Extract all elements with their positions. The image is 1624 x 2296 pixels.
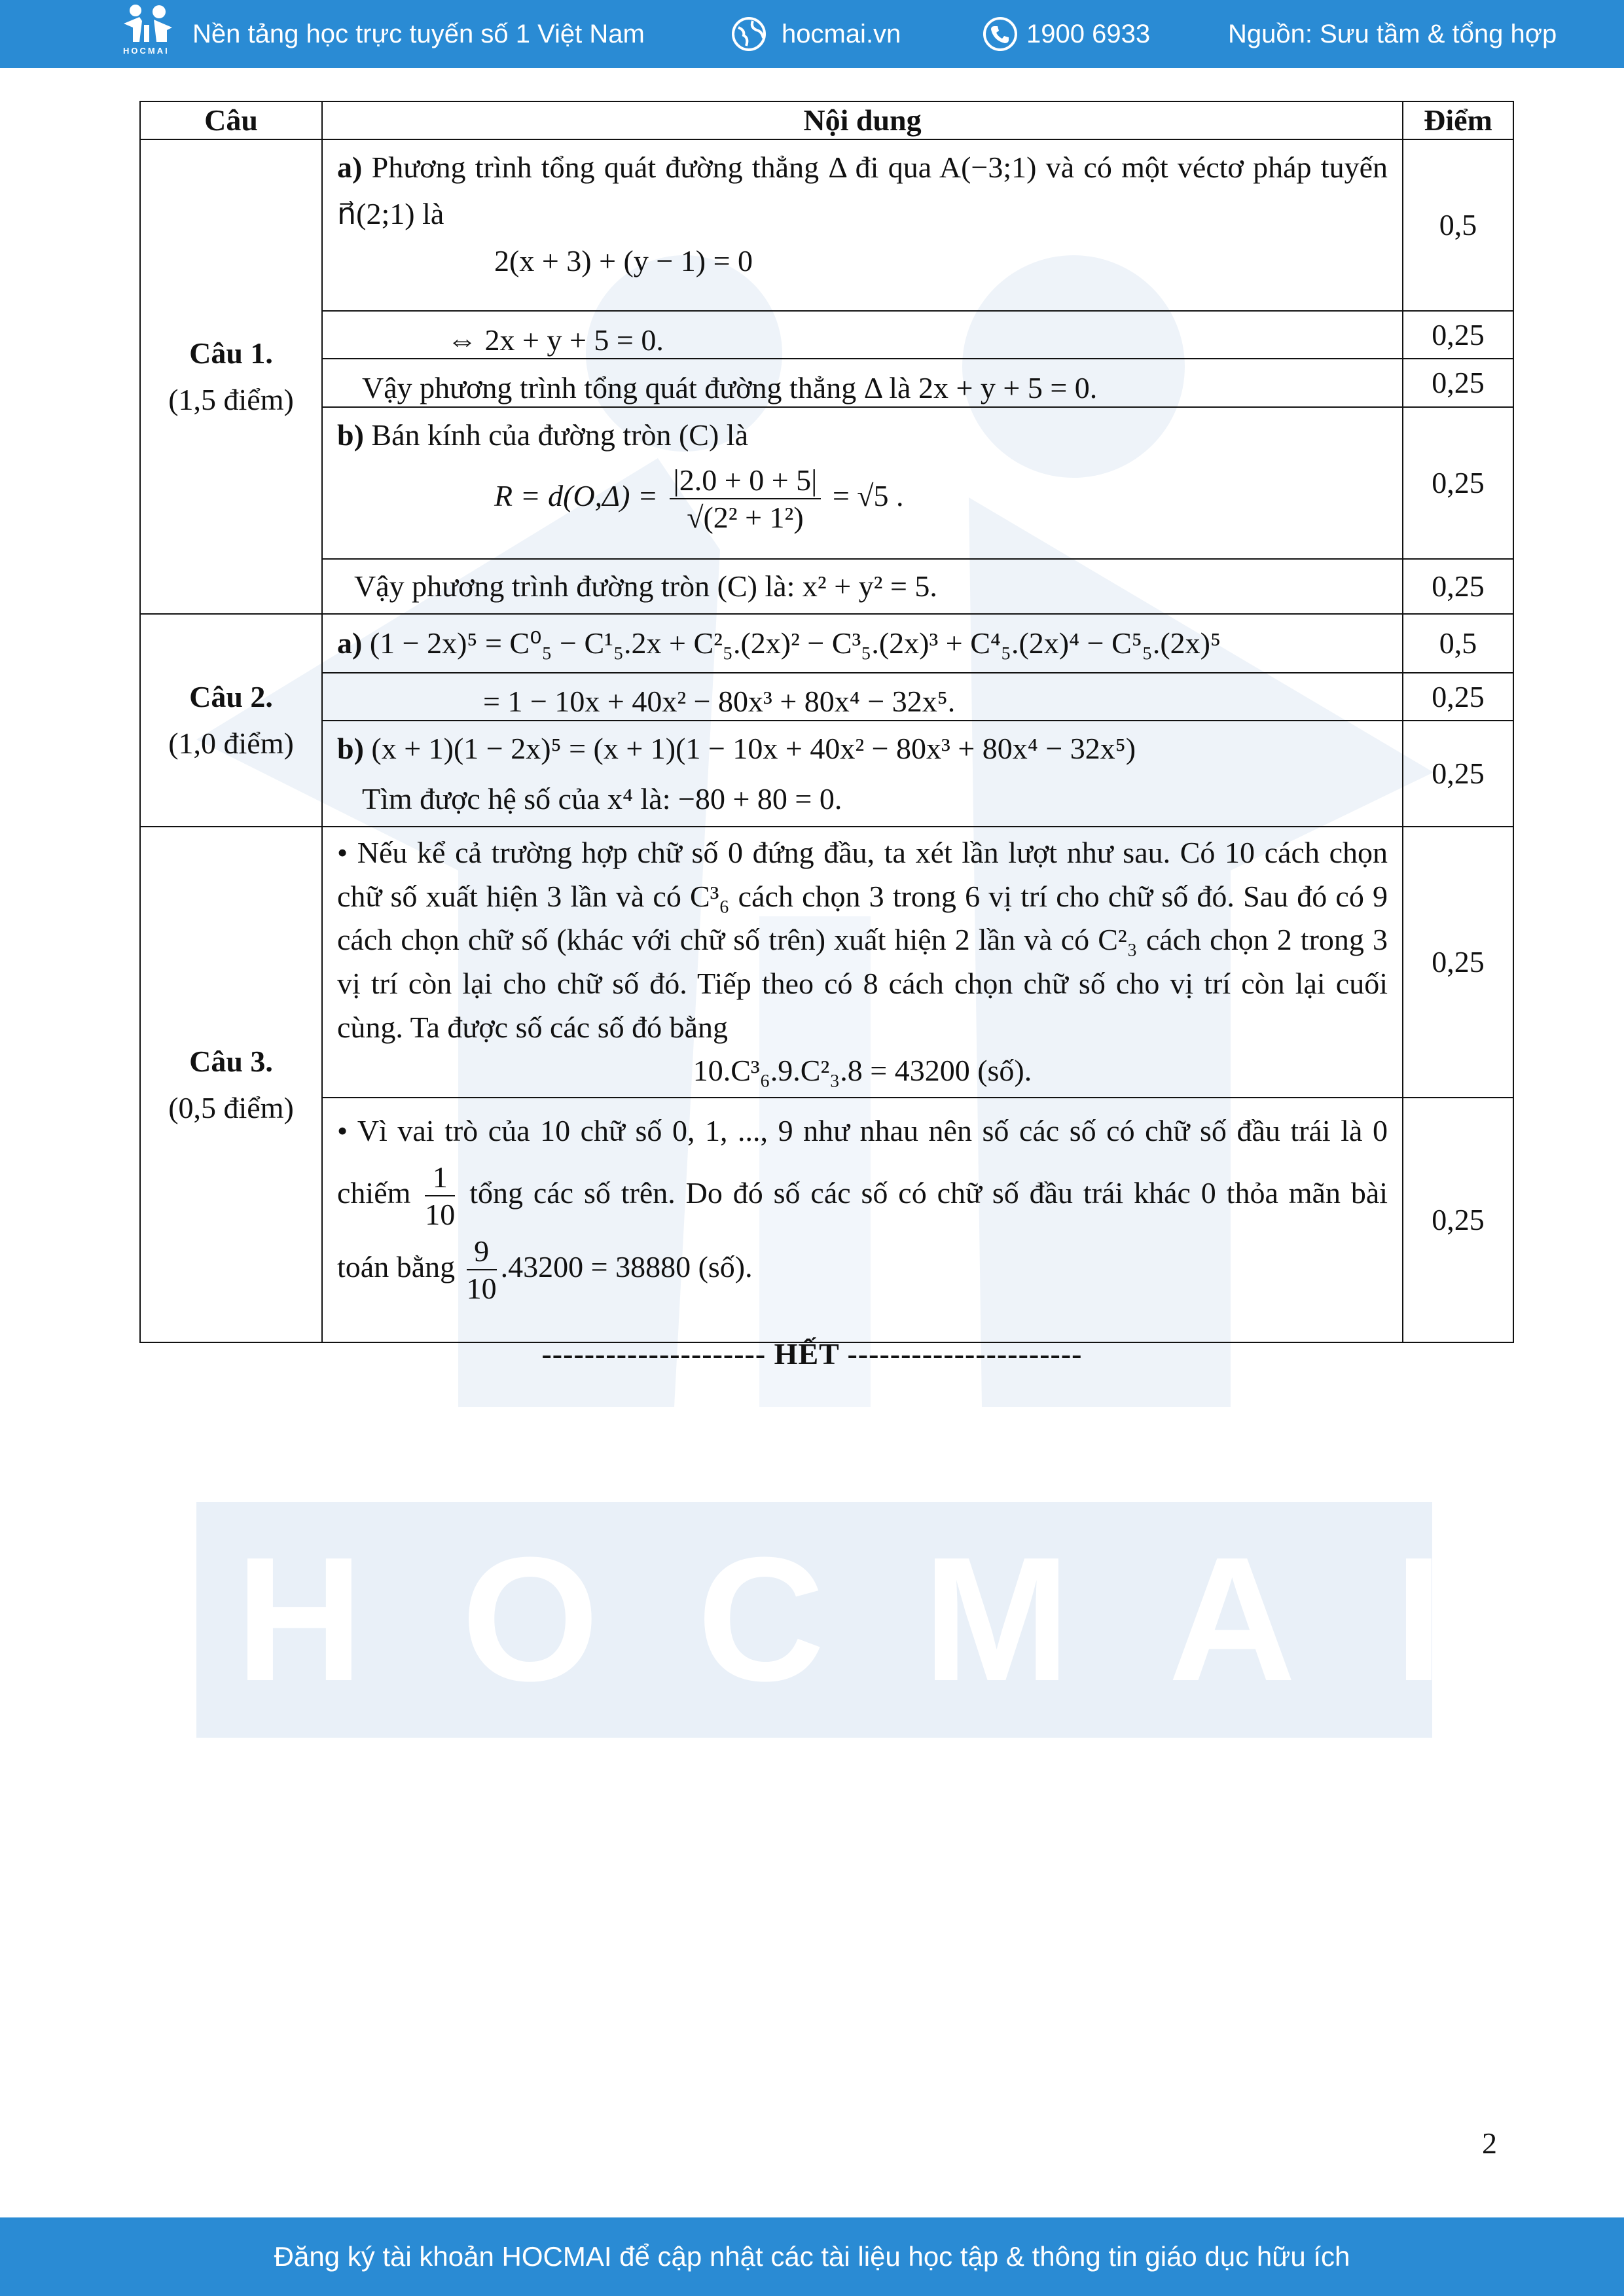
- table-row: [140, 559, 1513, 614]
- q2a-equation-2: = 1 − 10x + 40x² − 80x³ + 80x⁴ − 32x⁵.: [483, 685, 956, 719]
- table-row: [140, 1098, 1513, 1342]
- q3-paragraph-2b: tổng các số trên. Do đó số các số có chữ số đầu trái khác 0 thỏa mãn bài toán bằng: [337, 1176, 1388, 1283]
- table-row: [140, 827, 1513, 1098]
- q1a-step-2: [322, 311, 1403, 359]
- q1b-score-2: 0,25: [1403, 559, 1513, 614]
- q2-label-cell: [140, 614, 322, 827]
- answer-table: [139, 101, 1514, 1343]
- q1a-step-3: [322, 359, 1403, 406]
- q3-label-cell: [140, 827, 322, 1342]
- table-row: [140, 721, 1513, 827]
- header-diem: Điểm: [1403, 101, 1513, 139]
- q3-part-2: [322, 1098, 1403, 1342]
- q3-score-2: 0,25: [1403, 1098, 1513, 1342]
- q1b-score-1: 0,25: [1403, 407, 1513, 559]
- q1a-content: [322, 139, 1403, 311]
- q2b-content: [322, 721, 1403, 827]
- q2-points: (1,0 điểm): [168, 726, 294, 761]
- logo-text: HOCMAI: [123, 46, 170, 56]
- website-label: hocmai.vn: [782, 19, 901, 48]
- q1b-equation: [337, 462, 1388, 535]
- table-header-row: [140, 101, 1513, 139]
- header-bar: [0, 0, 1624, 68]
- q2a-score-1: 0,5: [1403, 614, 1513, 673]
- q1a-conclusion: Vậy phương trình tổng quát đường thẳng Δ là 2x + y + 5 = 0.: [362, 370, 1098, 404]
- q1a-equation-2: ⇔ 2x + y + 5 = 0.: [447, 323, 664, 357]
- table-row: [140, 139, 1513, 311]
- table-row: [140, 614, 1513, 673]
- q3-fraction-2: [467, 1233, 497, 1306]
- q1b-step-2: [322, 559, 1403, 614]
- q3-score-1: 0,25: [1403, 827, 1513, 1098]
- q1b-fraction-num: |2.0 + 0 + 5|: [670, 462, 821, 499]
- table-row: [140, 359, 1513, 406]
- q2a-step-2: [322, 673, 1403, 721]
- q2b-label: b): [337, 731, 364, 765]
- q1a-score-1: 0,5: [1403, 139, 1513, 311]
- q3-fraction-2-den: 10: [466, 1271, 497, 1305]
- q1a-equation-1: 2(x + 3) + (y − 1) = 0: [494, 243, 753, 278]
- header-slogan: Nền tảng học trực tuyến số 1 Việt Nam: [192, 19, 645, 48]
- q3-fraction-2-num: 9: [467, 1233, 497, 1270]
- q3-fraction-1-num: 1: [425, 1159, 455, 1196]
- q3-equation-1: 10.C³₆.9.C²₃.8 = 43200 (số).: [693, 1054, 1032, 1088]
- header-phone[interactable]: [982, 0, 1150, 68]
- q1b-eq-right: = √5 .: [832, 478, 904, 512]
- q1a-label: a): [337, 151, 363, 184]
- q1b-fraction: [670, 462, 821, 535]
- q1a-score-3: 0,25: [1403, 359, 1513, 406]
- header-source: Nguồn: Sưu tầm & tổng hợp: [1228, 19, 1557, 48]
- q1a-statement: Phương trình tổng quát đường thẳng Δ đi qua A(−3;1) và có một véctơ pháp tuyến n⃗(2;1) là: [337, 151, 1388, 231]
- q2a-score-2: 0,25: [1403, 673, 1513, 721]
- q3-fraction-1: [425, 1159, 455, 1232]
- phone-icon: [982, 16, 1019, 52]
- q2b-equation-1: (x + 1)(1 − 2x)⁵ = (x + 1)(1 − 10x + 40x² − 80x³ + 80x⁴ − 32x⁵): [371, 731, 1136, 765]
- q1b-statement: Bán kính của đường tròn (C) là: [371, 418, 748, 452]
- header-website[interactable]: [731, 0, 901, 68]
- q1-label-cell: [140, 139, 322, 614]
- q3-paragraph-2a: • Vì vai trò của 10 chữ số 0, 1, ..., 9 như nhau nên số các số có chữ số đầu trái là 0 chiếm: [337, 1113, 1388, 1210]
- q1b-content: [322, 407, 1403, 559]
- q3-title: Câu 3.: [189, 1044, 273, 1078]
- page-number: 2: [1482, 2126, 1497, 2160]
- watermark-text: HOCMAI: [196, 1502, 1432, 1738]
- globe-icon: [731, 16, 767, 52]
- q3-fraction-1-den: 10: [425, 1198, 456, 1232]
- q2-title: Câu 2.: [189, 679, 273, 713]
- q2a-content: [322, 614, 1403, 673]
- q2a-equation-1: (1 − 2x)⁵ = C⁰₅ − C¹₅.2x + C²₅.(2x)² − C³₅.(2x)³ + C⁴₅.(2x)⁴ − C⁵₅.(2x)⁵: [369, 626, 1221, 660]
- q1-title: Câu 1.: [189, 336, 273, 370]
- q3-points: (0,5 điểm): [168, 1090, 294, 1124]
- q1b-eq-left: R = d(O,Δ) =: [494, 478, 659, 512]
- q2b-score: 0,25: [1403, 721, 1513, 827]
- header-noi-dung: Nội dung: [322, 101, 1403, 139]
- header-cau: Câu: [140, 101, 322, 139]
- q1a-score-2: 0,25: [1403, 311, 1513, 359]
- q3-paragraph-1: • Nếu kể cả trường hợp chữ số 0 đứng đầu, ta xét lần lượt như sau. Có 10 cách chọn chữ số xuất hiện 3 lần và có C³₆ cách chọn 3 trong 6 vị trí cho chữ số đó. Sau đó có 9 cách chọn chữ số (khác với chữ số trên) xuất hiện 2 lần và có C²₃ cách chọn 2 trong 3 vị trí còn lại cho chữ số đó. Tiếp theo có 8 cách chọn chữ số cho vị trí còn lại cuối cùng. Ta được số các số đó bằng: [337, 835, 1388, 1044]
- q2b-result: Tìm được hệ số của x⁴ là: −80 + 80 = 0.: [362, 782, 842, 816]
- q3-paragraph-2c: .43200 = 38880 (số).: [500, 1249, 753, 1283]
- q1b-conclusion: Vậy phương trình đường tròn (C) là: x² + y² = 5.: [354, 569, 937, 603]
- end-marker: --------------------- HẾT ----------------------: [541, 1337, 1083, 1371]
- footer-text: Đăng ký tài khoản HOCMAI để cập nhật các tài liệu học tập & thông tin giáo dục hữu ích: [274, 2241, 1350, 2272]
- table-row: [140, 407, 1513, 559]
- table-row: [140, 673, 1513, 721]
- q1-points: (1,5 điểm): [168, 383, 294, 417]
- q3-part-1: [322, 827, 1403, 1098]
- q1b-fraction-den: √(2² + 1²): [687, 501, 804, 535]
- q1b-label: b): [337, 418, 364, 452]
- phone-label: 1900 6933: [1026, 19, 1151, 48]
- table-row: [140, 311, 1513, 359]
- footer-bar[interactable]: [0, 2217, 1624, 2296]
- q2a-label: a): [337, 626, 363, 660]
